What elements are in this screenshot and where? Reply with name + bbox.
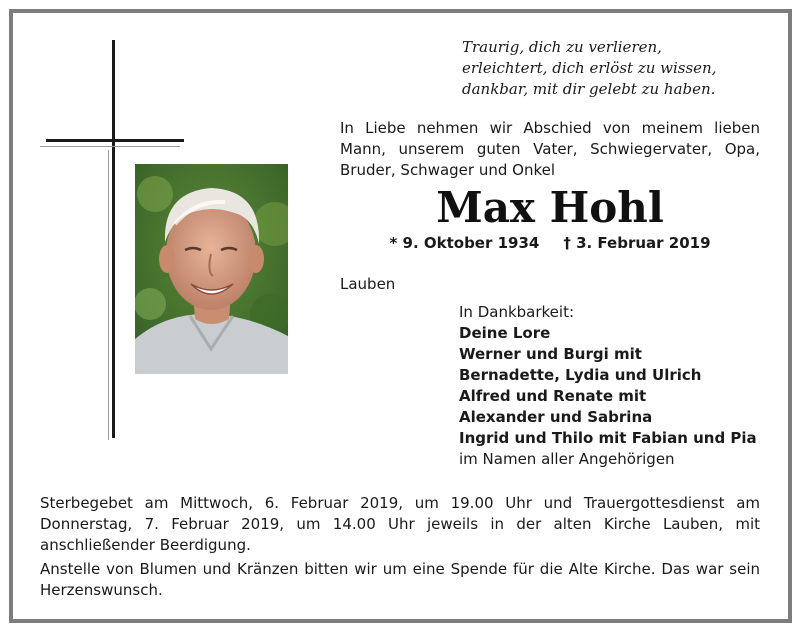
cross-bar — [46, 139, 184, 142]
place-name: Lauben — [340, 275, 396, 293]
death-date: † 3. Februar 2019 — [563, 234, 711, 252]
mourner-line: Ingrid und Thilo mit Fabian und Pia — [459, 429, 757, 447]
poem-line: dankbar, mit dir gelebt zu haben. — [462, 80, 716, 98]
mourner-line: Deine Lore — [459, 324, 551, 342]
farewell-text: In Liebe nehmen wir Abschied von meinem lieben Mann, unserem guten Vater, Schwiegervater, Opa, Bruder, Schwager und Onkel — [340, 119, 760, 179]
mourner-line: Werner und Burgi mit — [459, 345, 642, 363]
service-info — [40, 493, 760, 604]
deceased-name: Max Hohl — [436, 183, 664, 232]
mourner-line: Bernadette, Lydia und Ulrich — [459, 366, 702, 384]
poem-line: erleichtert, dich erlöst zu wissen, — [462, 59, 717, 77]
poem-line: Traurig, dich zu verlieren, — [462, 38, 662, 56]
mourners-list — [459, 302, 769, 470]
donation-request: Anstelle von Blumen und Kränzen bitten wir um eine Spende für die Alte Kirche. Das war sein Herzenswunsch. — [40, 560, 760, 599]
life-dates — [340, 233, 760, 253]
birth-date: * 9. Oktober 1934 — [389, 234, 540, 252]
mourner-line: Alfred und Renate mit — [459, 387, 647, 405]
mourners-closing: im Namen aller Angehörigen — [459, 450, 675, 468]
service-details: Sterbegebet am Mittwoch, 6. Februar 2019, um 19.00 Uhr und Trauergottesdienst am Donnerstag, 7. Februar 2019, um 14.00 Uhr jeweils in der alten Kirche Lauben, mit anschließender Beerdigung. — [40, 494, 760, 554]
cross-shadow-vertical — [108, 150, 109, 440]
portrait-photo — [135, 164, 288, 374]
cross-icon — [112, 40, 115, 438]
poem — [462, 37, 782, 100]
mourner-line: Alexander und Sabrina — [459, 408, 653, 426]
mourners-heading: In Dankbarkeit: — [459, 303, 574, 321]
cross-shadow-horizontal — [40, 146, 180, 147]
